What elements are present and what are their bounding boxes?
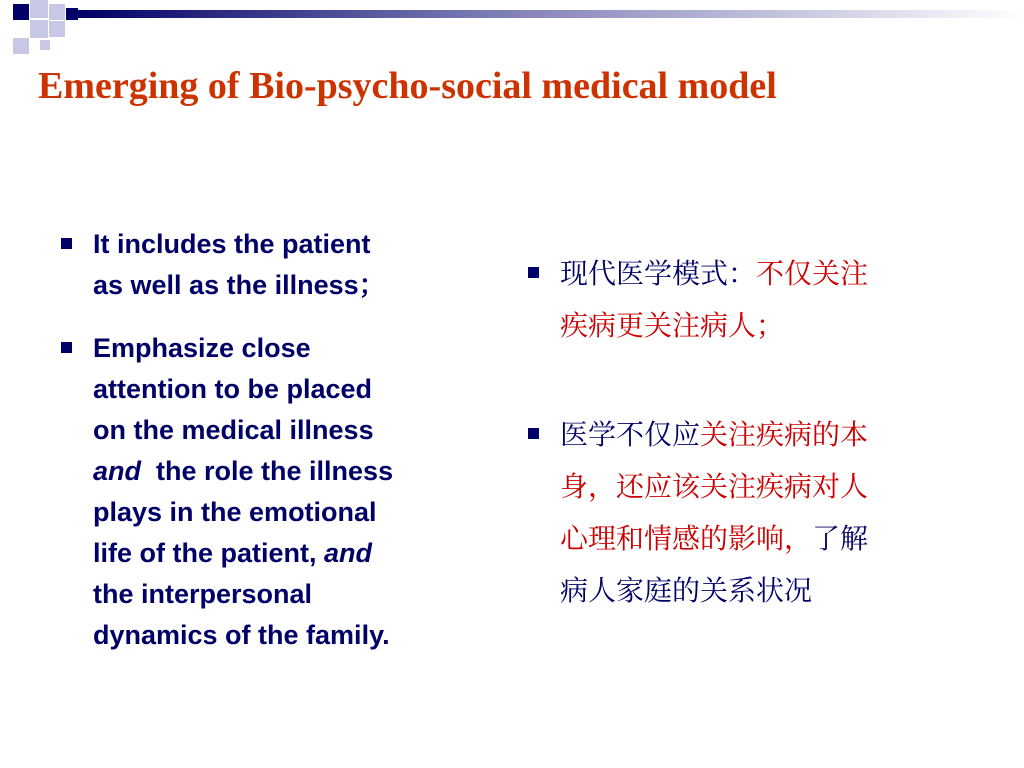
right-column: [522, 248, 962, 674]
bullet-square-icon: [528, 267, 539, 278]
highlight-text: 关注疾病的本: [700, 418, 869, 451]
bullet-line: [560, 513, 962, 565]
bullet-item: [55, 224, 485, 306]
slide-title: Emerging of Bio-psycho-social medical model: [38, 65, 777, 107]
bullet-square-icon: [61, 342, 72, 353]
deco-square: [30, 20, 48, 38]
bullet-text: 现代医学模式：: [560, 257, 757, 290]
bullet-item: [522, 409, 962, 617]
bullet-square-icon: [528, 428, 539, 439]
bullet-item: [55, 328, 485, 656]
bullet-text: 医学不仅应: [560, 418, 701, 451]
bullet-line: It includes the patient: [93, 229, 371, 259]
chinese-bullet-list: [522, 248, 962, 617]
bullet-text: 了解: [812, 522, 869, 555]
deco-square: [66, 8, 78, 20]
bullet-line: dynamics of the family.: [93, 620, 390, 650]
header-gradient-bar: [78, 10, 1024, 18]
bullet-line: plays in the emotional: [93, 497, 377, 527]
highlight-text: 心理和情感的影响，: [560, 522, 813, 555]
bullet-line: attention to be placed: [93, 374, 373, 404]
bullet-line: [560, 248, 962, 300]
english-bullet-list: [55, 224, 485, 656]
bullet-line: as well as the illness；: [93, 270, 386, 300]
deco-square: [49, 21, 65, 37]
bullet-square-icon: [61, 238, 72, 249]
header-decoration: [0, 0, 1024, 60]
emphasis-and: and: [324, 538, 373, 568]
deco-square: [13, 4, 29, 20]
highlight-text: 不仅关注: [756, 257, 869, 290]
bullet-item: [522, 248, 962, 352]
bullet-line: Emphasize close: [93, 333, 311, 363]
emphasis-and: and: [93, 456, 142, 486]
deco-square: [30, 0, 48, 18]
deco-square: [40, 40, 50, 50]
bullet-line: the interpersonal: [93, 579, 313, 609]
bullet-text: life of the patient,: [93, 538, 325, 568]
bullet-line: [560, 409, 962, 461]
bullet-text: 病人家庭的关系状况: [560, 574, 813, 607]
highlight-text: 疾病更关注病人；: [560, 309, 785, 342]
highlight-text: 身，还应该关注疾病对人: [560, 470, 869, 503]
bullet-line: [93, 533, 485, 574]
bullet-line: on the medical illness: [93, 415, 374, 445]
bullet-text: the role the illness: [141, 456, 394, 486]
deco-square: [13, 38, 29, 54]
deco-square: [49, 4, 65, 20]
left-column: [55, 224, 485, 678]
bullet-line: [93, 451, 485, 492]
